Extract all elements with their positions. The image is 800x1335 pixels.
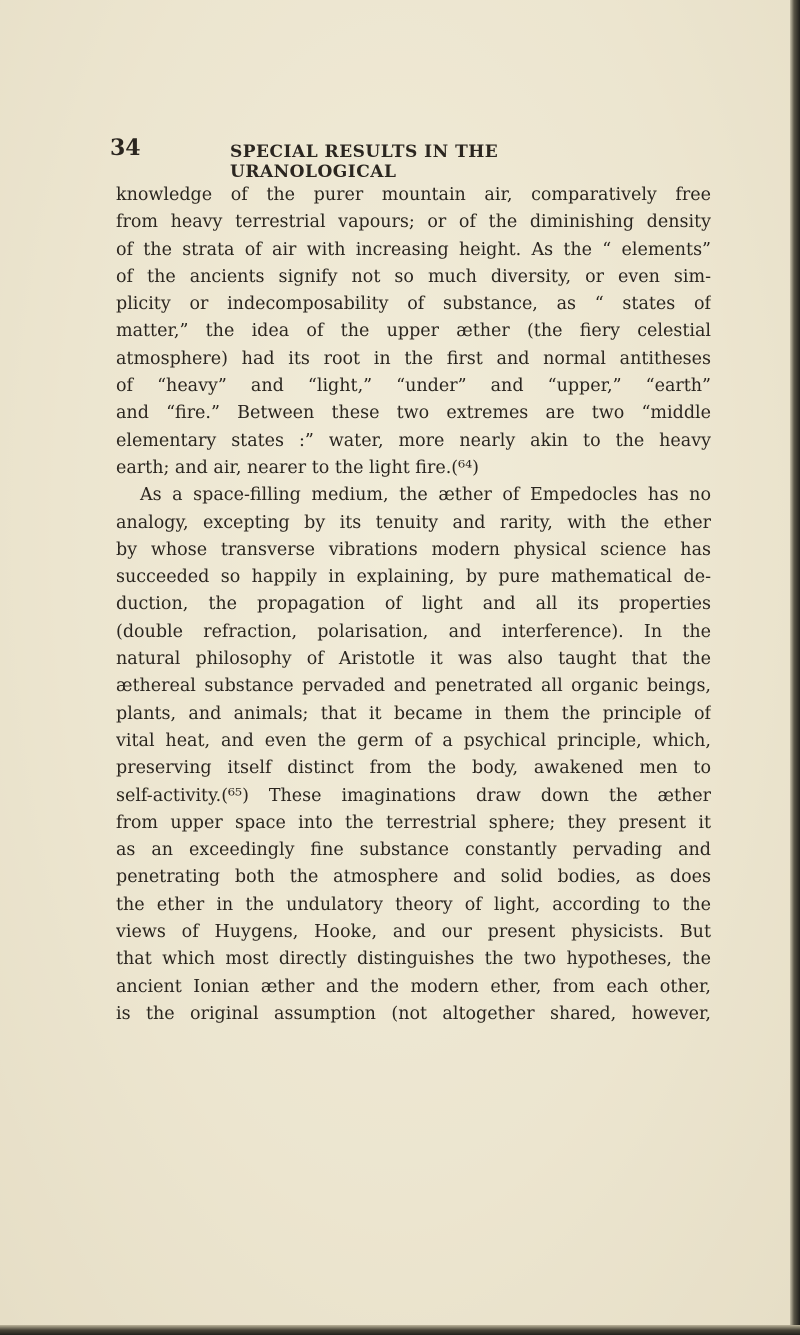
text-line: elementary states :” water, more nearly akin to the heavy xyxy=(116,430,711,451)
text-line: succeeded so happily in explaining, by pure mathematical de- xyxy=(116,567,711,588)
text-line: ancient Ionian æther and the modern ether, from each other, xyxy=(116,976,711,997)
text-line: plants, and animals; that it became in them the principle of xyxy=(116,703,711,724)
text-line: of the strata of air with increasing height. As the “ elements” xyxy=(116,239,711,260)
text-line: views of Huygens, Hooke, and our present physicists. But xyxy=(116,922,711,943)
body-text xyxy=(116,182,711,1028)
text-line: as an exceedingly fine substance constantly pervading and xyxy=(116,840,711,861)
text-line: is the original assumption (not altogether shared, however, xyxy=(116,1003,711,1024)
text-line: As a space-filling medium, the æther of Empedocles has no xyxy=(140,485,711,506)
text-line: the ether in the undulatory theory of light, according to the xyxy=(116,894,711,915)
text-line: preserving itself distinct from the body, awakened men to xyxy=(116,758,711,779)
text-line: (double refraction, polarisation, and interference). In the xyxy=(116,621,711,642)
text-line: plicity or indecomposability of substance, as “ states of xyxy=(116,294,711,315)
text-line: of the ancients signify not so much diversity, or even sim- xyxy=(116,266,711,287)
text-line: vital heat, and even the germ of a psychical principle, which, xyxy=(116,730,711,751)
page-number: 34 xyxy=(110,135,141,161)
text-line: and “fire.” Between these two extremes are two “middle xyxy=(116,403,711,424)
text-line: atmosphere) had its root in the first and normal antitheses xyxy=(116,348,711,369)
text-line: natural philosophy of Aristotle it was also taught that the xyxy=(116,649,711,670)
page-edge-shadow xyxy=(790,0,800,1335)
text-line: duction, the propagation of light and all its properties xyxy=(116,594,711,615)
text-line: from heavy terrestrial vapours; or of the diminishing density xyxy=(116,212,711,233)
text-line: penetrating both the atmosphere and solid bodies, as does xyxy=(116,867,711,888)
text-line: knowledge of the purer mountain air, comparatively free xyxy=(116,185,711,205)
text-line: earth; and air, nearer to the light fire.(⁶⁴) xyxy=(116,457,479,478)
text-line: analogy, excepting by its tenuity and rarity, with the ether xyxy=(116,512,711,533)
page-bottom-shadow xyxy=(0,1325,800,1335)
text-line: of “heavy” and “light,” “under” and “upper,” “earth” xyxy=(116,376,711,397)
text-line: æthereal substance pervaded and penetrated all organic beings, xyxy=(116,676,711,697)
text-line: self-activity.(⁶⁵) These imaginations draw down the æther xyxy=(116,785,711,806)
text-line: by whose transverse vibrations modern physical science has xyxy=(116,539,711,560)
running-head: SPECIAL RESULTS IN THE URANOLOGICAL xyxy=(230,142,499,182)
page-header xyxy=(110,135,670,182)
text-line: from upper space into the terrestrial sphere; they present it xyxy=(116,812,711,833)
text-line: that which most directly distinguishes the two hypotheses, the xyxy=(116,949,711,970)
text-line: matter,” the idea of the upper æther (the fiery celestial xyxy=(116,321,711,342)
